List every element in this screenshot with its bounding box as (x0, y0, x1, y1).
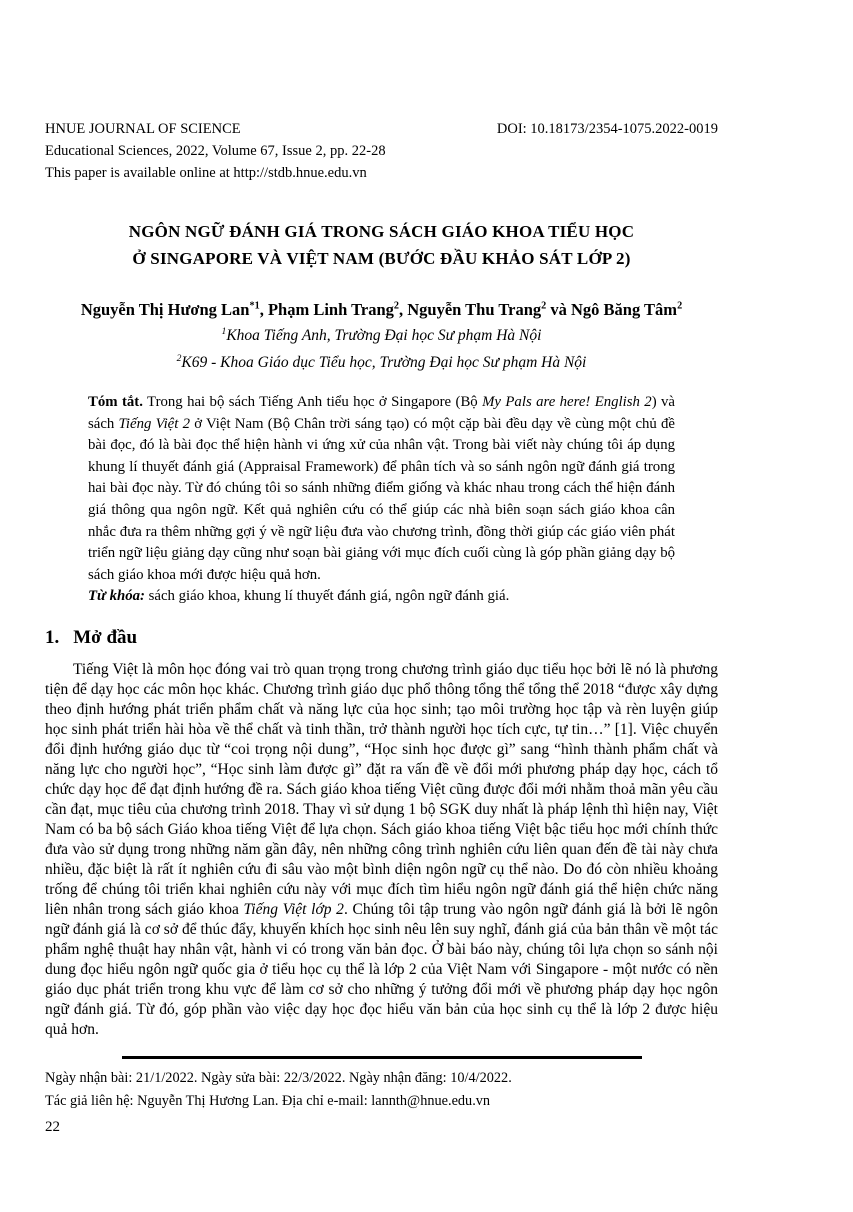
page-number: 22 (45, 1118, 60, 1135)
journal-header (45, 118, 718, 184)
paper-title (45, 218, 718, 272)
footnote-divider (122, 1056, 642, 1059)
section-number: 1. (45, 626, 60, 648)
footnote-contact: Tác giả liên hệ: Nguyễn Thị Hương Lan. Địa chỉ e-mail: lannth@hnue.edu.vn (45, 1092, 491, 1109)
abstract-paragraph: Tóm tắt. Trong hai bộ sách Tiếng Anh tiểu học ở Singapore (Bộ My Pals are here! English 2) và sách Tiếng Việt 2 ở Việt Nam (Bộ Chân trời sáng tạo) có một cặp bài đều dạy về cùng một chủ đề bài đọc, đó là bài đọc thể hiện hành vi ứng xử của nhân vật. Trong bài viết này chúng tôi áp dụng khung lí thuyết đánh giá (Appraisal Framework) để phân tích và so sánh ngôn ngữ đánh giá trong hai bài đọc này. Từ đó chúng tôi so sánh những điểm giống và khác nhau trong cách thể hiện đánh giá thông qua ngôn ngữ. Kết quả nghiên cứu có thể giúp các nhà biên soạn sách giáo khoa cân nhắc đưa ra thêm những gợi ý về ngữ liệu đưa vào chương trình, đồng thời giúp các giáo viên phát triển ngữ liệu giảng dạy cũng như soạn bài giảng với mục đích cuối cùng là góp phần giảng dạy bộ sách giáo khoa mới được hiệu quả hơn. (88, 394, 676, 583)
issue-line: Educational Sciences, 2022, Volume 67, Issue 2, pp. 22-28 (45, 143, 386, 159)
section-heading-1 (45, 626, 718, 650)
page-content (45, 0, 718, 1137)
paper-title-line-2: Ở SINGAPORE VÀ VIỆT NAM (BƯỚC ĐẦU KHẢO SÁT LỚP 2) (132, 249, 631, 268)
footnote-dates: Ngày nhận bài: 21/1/2022. Ngày sửa bài: 22/3/2022. Ngày nhận đăng: 10/4/2022. (45, 1069, 512, 1086)
intro-paragraph: Tiếng Việt là môn học đóng vai trò quan trọng trong chương trình giáo dục tiểu học bởi lẽ nó là phương tiện để dạy học các môn học khác. Chương trình giáo dục phổ thông tổng thể tổng thể 2018 “được xây dựng theo định hướng phát triển phẩm chất và năng lực của học sinh; tạo môi trường học tập và rèn luyện giúp học sinh phát triển hài hòa về thể chất và tinh thần, trở thành người học tích cực, tự tin…” [1]. Việc chuyển đổi định hướng giáo dục từ “coi trọng nội dung”, “Học sinh học được gì” sang “hình thành phẩm chất và năng lực cho người học”, “Học sinh làm được gì” đặt ra vấn đề về đổi mới phương pháp dạy học, cách tổ chức dạy học để đạt định hướng đề ra. Sách giáo khoa tiếng Việt cũng được đổi mới nhằm thoả mãn yêu cầu cần đạt, mục tiêu của chương trình 2018. Thay vì sử dụng 1 bộ SGK duy nhất là pháp lệnh thì hiện nay, Việt Nam có ba bộ sách Giáo khoa tiếng Việt để lựa chọn. Sách giáo khoa tiếng Việt bậc tiểu học mới chính thức đưa vào sử dụng trong những năm gần đây, nên những công trình nghiên cứu liên quan đến đề tài này chưa nhiều, đặc biệt là rất ít nghiên cứu đi sâu vào một bình diện ngôn ngữ cụ thể nào. Do đó còn nhiều khoảng trống để chúng tôi triển khai nghiên cứu này với mục đích tìm hiểu ngôn ngữ đánh giá thể hiện chức năng liên nhân trong sách giáo khoa Tiếng Việt lớp 2. Chúng tôi tập trung vào ngôn ngữ đánh giá là bởi lẽ ngôn ngữ đánh giá là cơ sở để thúc đẩy, khuyến khích học sinh nêu lên suy nghĩ, đánh giá của bản thân về một tác phẩm nghệ thuật hay nhân vật, hành vi có trong văn bản đọc. Ở bài báo này, chúng tôi lựa chọn so sánh nội dung đọc hiểu ngôn ngữ quốc gia ở tiểu học cụ thể là lớp 2 của Việt Nam với Singapore - một nước có nền giáo dục phát triển trong khu vực để làm cơ sở cho những ý tưởng đổi mới về phương pháp dạy học ngôn ngữ đánh giá. Từ đó, góp phần vào việc dạy học đọc hiểu văn bản của học sinh cụ thể là lớp 2 được hiệu quả hơn. (45, 660, 719, 1038)
availability-line: This paper is available online at http://stdb.hnue.edu.vn (45, 165, 367, 181)
affiliation-2: $^2$K69 - Khoa Giáo dục Tiểu học, Trường Đại học Sư phạm Hà Nội (176, 352, 587, 371)
journal-name: HNUE JOURNAL OF SCIENCE (45, 121, 241, 137)
affiliations (45, 322, 718, 376)
authors-line: Nguyễn Thị Hương Lan$^{*1}$, Phạm Linh Trang$^2$, Nguyễn Thu Trang$^2$ và Ngô Băng Tâm$^2$ (80, 300, 683, 319)
keywords-line: Từ khóa: sách giáo khoa, khung lí thuyết đánh giá, ngôn ngữ đánh giá. (88, 588, 510, 605)
journal-header-row (45, 118, 718, 140)
section-title: Mở đầu (73, 626, 138, 648)
paper-title-line-1: NGÔN NGỮ ĐÁNH GIÁ TRONG SÁCH GIÁO KHOA TIỂU HỌC (128, 222, 635, 241)
abstract-block (88, 392, 675, 608)
affiliation-1: $^1$Khoa Tiếng Anh, Trường Đại học Sư phạm Hà Nội (221, 325, 542, 344)
doi-text: DOI: 10.18173/2354-1075.2022-0019 (496, 121, 718, 137)
